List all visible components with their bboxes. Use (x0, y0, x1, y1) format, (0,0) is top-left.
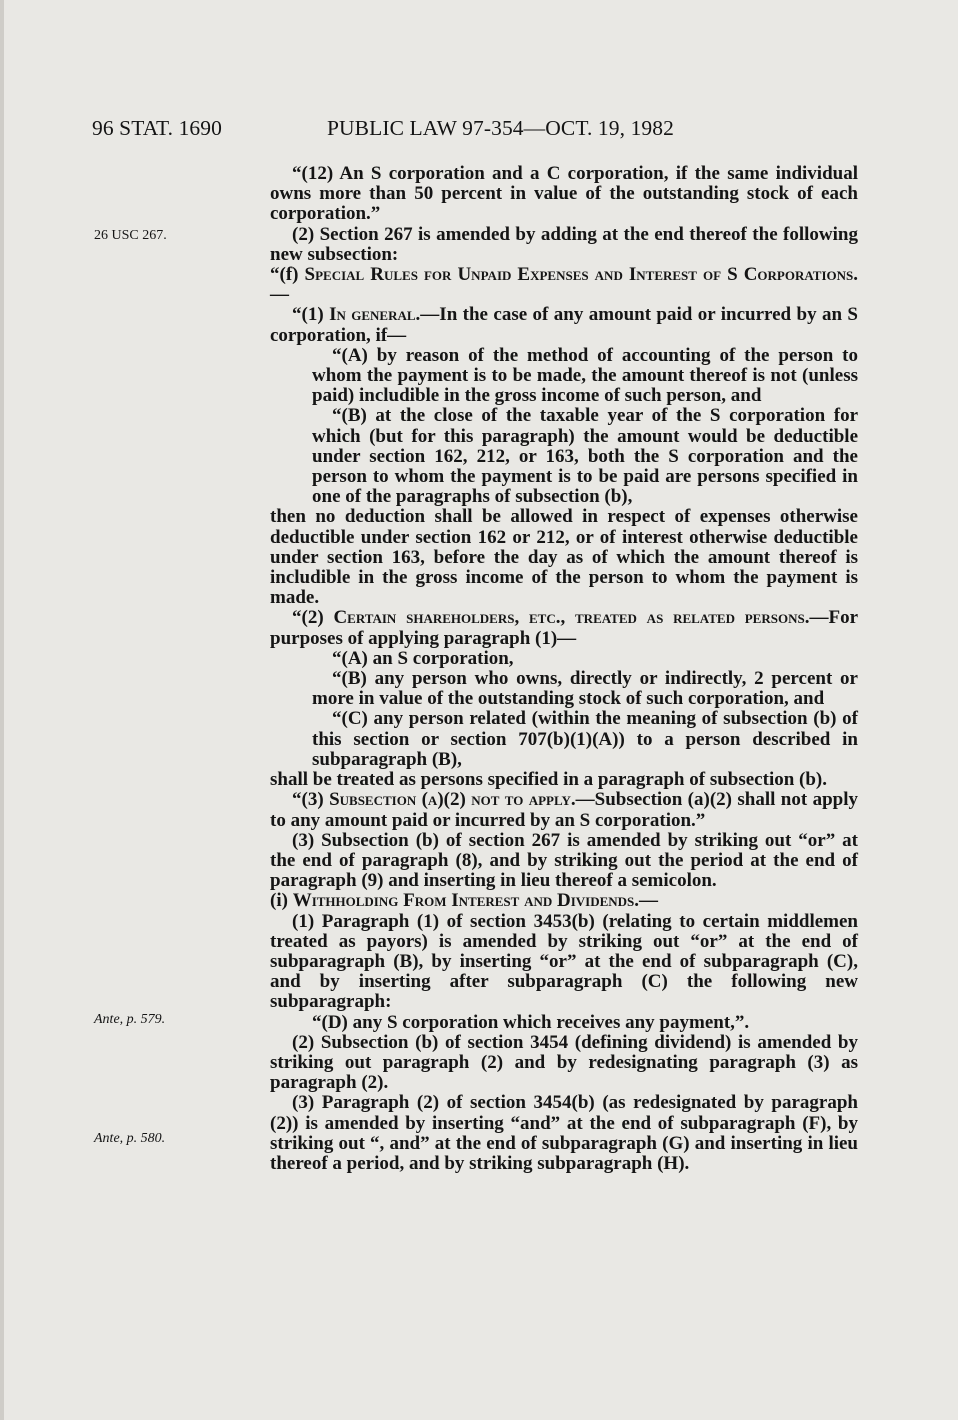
para-f2-b: “(B) any person who owns, directly or indirectly, 2 percent or more in value of the outstanding stock of such corporation, and (312, 668, 858, 710)
para-f1-in-general: “(1) In general.—In the case of any amount paid or incurred by an S corporation, if— (270, 304, 859, 346)
page-edge (0, 0, 4, 1420)
para-i3: (3) Paragraph (2) of section 3454(b) (as redesignated by paragraph (2)) is amended by inserting “and” at the end of subparagraph (F), by striking out “, and” at the end of subparagraph (G) and inserting in lieu thereof a period, and by striking subparagraph (H). (270, 1092, 858, 1174)
para-f1-flush: then no deduction shall be allowed in respect of expenses otherwise deductible under section 162 or 212, or of interest otherwise deductible under section 163, before the day as of which the amount thereof is includible in the gross income of the person to whom the payment is made. (270, 506, 858, 609)
para-i2: (2) Subsection (b) of section 3454 (defining dividend) is amended by striking out paragraph (2) and by redesignating paragraph (3) as paragraph (2). (270, 1031, 858, 1094)
running-title: PUBLIC LAW 97-354—OCT. 19, 1982 (327, 116, 674, 140)
para-i1: (1) Paragraph (1) of section 3453(b) (relating to certain middlemen treated as payors) is amended by striking out “or” at the end of subparagraph (B), by inserting “or” at the end of subparagraph (C), and by inserting after subparagraph (C) the following new subparagraph: (270, 910, 858, 1013)
para-12: “(12) An S corporation and a C corporation, if the same individual owns more than 50 percent in value of the outstanding stock of each corporation.” (270, 163, 858, 225)
heading-subsection-i: (i) Withholding From Interest and Dividends.— (270, 890, 659, 912)
margin-note-ante-580: Ante, p. 580. (94, 1131, 166, 1146)
para-3-amend-267b: (3) Subsection (b) of section 267 is amended by striking out “or” at the end of paragraph (8), and by striking out the period at the end of paragraph (9) and inserting in lieu thereof a semicolon. (270, 829, 858, 892)
heading-subsection-f: “(f) Special Rules for Unpaid Expenses and Interest of S Corporations.— (270, 264, 858, 306)
para-f2-a: “(A) an S corporation, (332, 647, 514, 669)
margin-note-usc: 26 USC 267. (94, 228, 167, 243)
para-f2-flush: shall be treated as persons specified in a paragraph of subsection (b). (270, 769, 828, 791)
margin-note-ante-579: Ante, p. 579. (94, 1012, 166, 1027)
para-f1-b: “(B) at the close of the taxable year of the S corporation for which (but for this paragraph) the amount would be deductible under section 162, 212, or 163, both the S corporation and the person to whom the payment is to be paid are persons specified in one of the paragraphs of subsection (b), (312, 405, 858, 508)
para-f3: “(3) Subsection (a)(2) not to apply.—Subsection (a)(2) shall not apply to any amount paid or incurred by an S corporation.” (270, 789, 858, 831)
para-f2-related-persons: “(2) Certain shareholders, etc., treated as related persons.—For purposes of applying paragraph (1)— (270, 607, 859, 649)
para-i1-d: “(D) any S corporation which receives any payment,”. (312, 1011, 750, 1033)
para-f2-c: “(C) any person related (within the meaning of subsection (b) of this section or section 707(b)(1)(A)) to a person described in subparagraph (B), (312, 708, 858, 770)
para-2-amend-267: (2) Section 267 is amended by adding at the end thereof the following new subsection: (270, 223, 858, 265)
statute-citation: 96 STAT. 1690 (92, 116, 222, 140)
para-f1-a: “(A) by reason of the method of accounting of the person to whom the payment is to be made, the amount thereof is not (unless paid) includible in the gross income of such person, and (312, 344, 858, 407)
body-text (270, 164, 858, 1174)
